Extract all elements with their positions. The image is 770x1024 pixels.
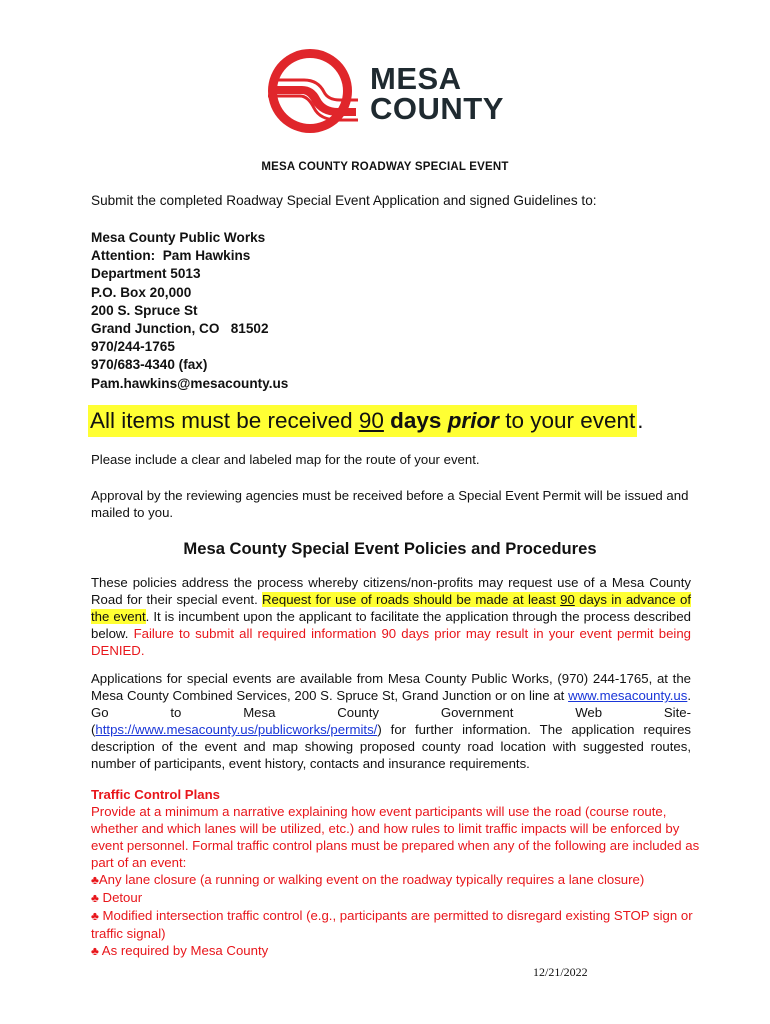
list-item [91,907,701,942]
applications-text-mid: . Go to Mesa County Government Web Site-( [91,688,713,737]
deadline-banner [88,405,644,437]
approval-note: Approval by the reviewing agencies must be received before a Special Event Permit will be issued and mailed to you. [91,488,689,520]
banner-days-word: days [383,408,448,433]
traffic-control-section [91,786,701,960]
address-line: Mesa County Public Works [91,230,266,245]
mesa-county-logo [262,46,512,136]
permits-link[interactable]: https://www.mesacounty.us/publicworks/permits/ [95,722,378,737]
address-line: Grand Junction, CO 81502 [91,321,269,337]
applications-text-end: ) for further information. The application requires description of the event and map showing proposed county road location with suggested routes, number of participants, event history, contacts and insurance requirements. [91,722,691,771]
footer-date: 12/21/2022 [533,965,588,979]
banner-period: . [637,405,643,437]
list-item-text: As required by Mesa County [98,943,269,958]
traffic-control-title: Traffic Control Plans [91,787,220,802]
submit-instruction: Submit the completed Roadway Special Event Application and signed Guidelines to: [91,193,597,208]
list-item [91,889,701,907]
address-line: 970/683-4340 (fax) [91,357,208,373]
document-title: MESA COUNTY ROADWAY SPECIAL EVENT [261,161,509,173]
list-item-text: Modified intersection traffic control (e.g., participants are permitted to disregard existing STOP sign or traffic signal) [91,908,693,941]
address-line: P.O. Box 20,000 [91,284,192,300]
policies-middle: . It is incumbent upon the applicant to facilitate the application through the process described below. [91,609,691,641]
list-item [91,942,701,960]
mesacounty-link[interactable]: www.mesacounty.us [568,688,688,703]
logo-line-2: COUNTY [370,91,504,126]
club-bullet-icon: ♣ [91,873,99,887]
map-instruction: Please include a clear and labeled map for the route of your event. [91,452,480,467]
club-bullet-icon: ♣ [91,909,99,923]
mesa-county-emblem-icon [262,46,366,136]
contact-email: Pam.hawkins@mesacounty.us [91,375,289,391]
banner-text-end: to your event [498,408,636,433]
denial-warning: Failure to submit all required information 90 days prior may result in your event permit being DENIED. [91,626,692,658]
address-line: Department 5013 [91,266,201,282]
policies-highlight-text: Request for use of roads should be made at least [262,592,561,607]
address-line: 200 S. Spruce St [91,302,198,318]
policies-paragraph [91,574,691,659]
logo-wordmark [370,61,504,126]
list-item-text: Any lane closure (a running or walking event on the roadway typically requires a lane closure) [98,872,645,887]
banner-prior-word: prior [447,408,499,433]
banner-text-start: All items must be received [90,408,359,433]
club-bullet-icon: ♣ [91,944,99,958]
logo-line-1: MESA [370,61,462,96]
traffic-control-body: Provide at a minimum a narrative explaining how event participants will use the road (course route, whether and which lanes will be utilized, etc.) and how rules to limit traffic impacts will be enforced by event personnel. Formal traffic control plans must be prepared when any of the following are included as part of an event: [91,804,700,870]
address-line: 970/244-1765 [91,339,175,355]
policies-highlight-days: 90 [560,592,575,607]
club-bullet-icon: ♣ [91,891,99,905]
section-heading: Mesa County Special Event Policies and Procedures [183,539,597,558]
applications-text: Applications for special events are available from Mesa County Public Works, (970) 244-1765, at the Mesa County Combined Services, 200 S. Spruce St, Grand Junction or on line at [91,671,691,703]
list-item [91,871,701,889]
address-line: Attention: Pam Hawkins [91,248,251,264]
banner-days-number: 90 [358,408,384,433]
list-item-text: Detour [98,890,143,905]
mailing-address-block [91,229,288,393]
applications-paragraph [91,670,713,772]
policies-intro: These policies address the process whereby citizens/non-profits may request use of a Mesa County Road for their special event. [91,575,691,607]
policies-highlight-text-end: days in advance of the event [91,592,691,624]
